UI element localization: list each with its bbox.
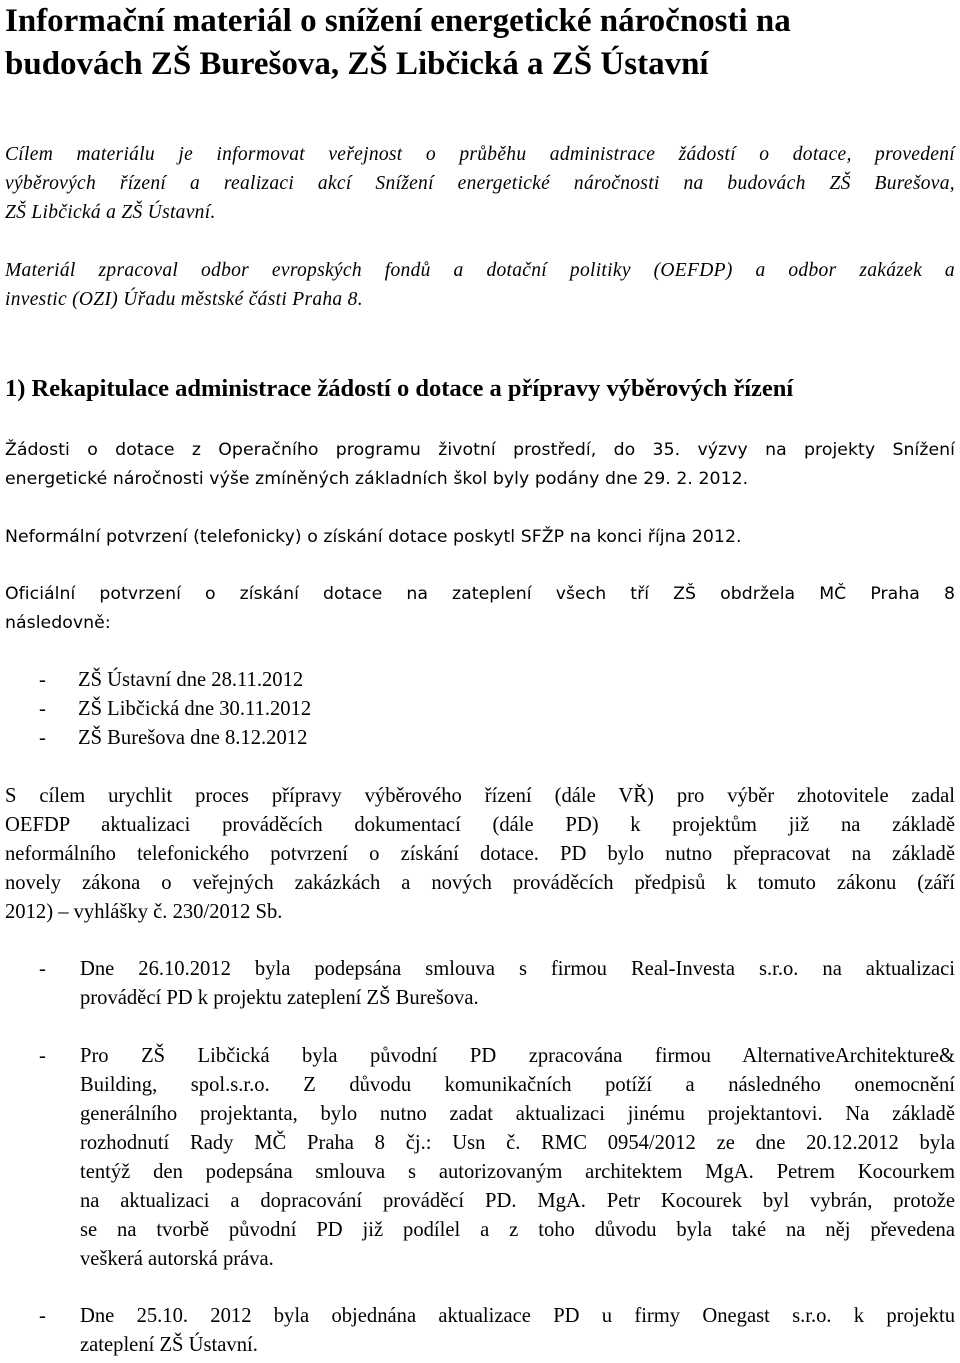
text-line: novely zákona o veřejných zakázkách a nových prováděcích předpisů k tomuto zákonu (září [5, 872, 955, 894]
text-line: Neformální potvrzení (telefonicky) o získání dotace poskytl SFŽP na konci října 2012. [5, 527, 742, 547]
text-line: tentýž den podepsána smlouva s autorizovaným architektem MgA. Petrem Kocourkem [80, 1161, 955, 1183]
text-line: S cílem urychlit proces přípravy výběrového řízení (dále VŘ) pro výběr zhotovitele zadal [5, 785, 955, 807]
contract-item-1 [5, 955, 955, 1013]
list-dash: - [39, 727, 46, 749]
text-line: výběrových řízení a realizaci akcí Snížení energetické náročnosti na budovách ZŠ Burešova, [5, 173, 955, 194]
text-line: ZŠ Libčická a ZŠ Ústavní. [5, 202, 216, 223]
contract-item-3 [5, 1302, 955, 1360]
text-line: OEFDP aktualizaci prováděcích dokumentací (dále PD) k projektům již na základě [5, 814, 955, 836]
text-line: generálního projektanta, bylo nutno zadat aktualizaci jinému projektantovi. Na základě [80, 1103, 955, 1125]
acceleration-paragraph [5, 782, 955, 927]
text-line: Dne 25.10. 2012 byla objednána aktualizace PD u firmy Onegast s.r.o. k projektu [80, 1305, 955, 1327]
list-dash: - [39, 1045, 46, 1067]
list-item [5, 695, 311, 724]
text-line: neformálního telefonického potvrzení o získání dotace. PD bylo nutno přepracovat na základě [5, 843, 955, 865]
text-line: Žádosti o dotace z Operačního programu životní prostředí, do 35. výzvy na projekty Snížení [5, 440, 955, 460]
title-line: Informační materiál o snížení energetické náročnosti na [5, 3, 791, 39]
list-item [5, 666, 311, 695]
text-line: Materiál zpracoval odbor evropských fondů a dotační politiky (OEFDP) a odbor zakázek a [5, 260, 955, 281]
list-item-text: ZŠ Burešova dne 8.12.2012 [78, 727, 308, 749]
section-heading: 1) Rekapitulace administrace žádostí o dotace a přípravy výběrových řízení [5, 375, 794, 402]
text-line: se na tvorbě původní PD již podílel a z toho důvodu byla také na něj převedena [80, 1219, 955, 1241]
text-line: Building, spol.s.r.o. Z důvodu komunikačních potíží a následného onemocnění [80, 1074, 955, 1096]
list-item-text: ZŠ Libčická dne 30.11.2012 [78, 698, 312, 720]
text-line: prováděcí PD k projektu zateplení ZŠ Burešova. [80, 987, 479, 1009]
text-line: Dne 26.10.2012 byla podepsána smlouva s firmou Real-Investa s.r.o. na aktualizaci [80, 958, 955, 980]
text-line: investic (OZI) Úřadu městské části Praha 8. [5, 289, 363, 310]
informal-confirmation-paragraph [5, 523, 955, 552]
list-dash: - [39, 698, 46, 720]
text-line: veškerá autorská práva. [80, 1248, 274, 1270]
text-line: Cílem materiálu je informovat veřejnost o průběhu administrace žádostí o dotace, provedení [5, 144, 955, 165]
text-line: Oficiální potvrzení o získání dotace na zateplení všech tří ZŠ obdržela MČ Praha 8 [5, 584, 955, 604]
text-line: energetické náročnosti výše zmíněných základních škol byly podány dne 29. 2. 2012. [5, 469, 749, 489]
list-item [5, 955, 955, 1013]
intro-paragraph [5, 140, 955, 227]
title-line: budovách ZŠ Burešova, ZŠ Libčická a ZŠ Ústavní [5, 46, 709, 82]
text-line: zateplení ZŠ Ústavní. [80, 1334, 258, 1356]
contract-item-2 [5, 1042, 955, 1274]
list-dash: - [39, 958, 46, 980]
list-item [5, 1302, 955, 1360]
text-line: následovně: [5, 613, 111, 633]
text-line: na aktualizaci a dopracování prováděcí PD. MgA. Petr Kocourek byl vybrán, protože [80, 1190, 955, 1212]
list-item-text: ZŠ Ústavní dne 28.11.2012 [78, 669, 304, 691]
text-line: Pro ZŠ Libčická byla původní PD zpracována firmou AlternativeArchitekture& [80, 1045, 955, 1067]
list-item [5, 1042, 955, 1274]
list-dash: - [39, 669, 46, 691]
text-line: rozhodnutí Rady MČ Praha 8 čj.: Usn č. RMC 0954/2012 ze dne 20.12.2012 byla [80, 1132, 955, 1154]
document-title [5, 0, 955, 86]
confirmation-dates-list [5, 666, 311, 753]
applications-paragraph [5, 436, 955, 494]
list-dash: - [39, 1305, 46, 1327]
list-item [5, 724, 311, 753]
official-confirmation-paragraph [5, 580, 955, 638]
prepared-by-paragraph [5, 256, 955, 314]
text-line: 2012) – vyhlášky č. 230/2012 Sb. [5, 901, 283, 923]
